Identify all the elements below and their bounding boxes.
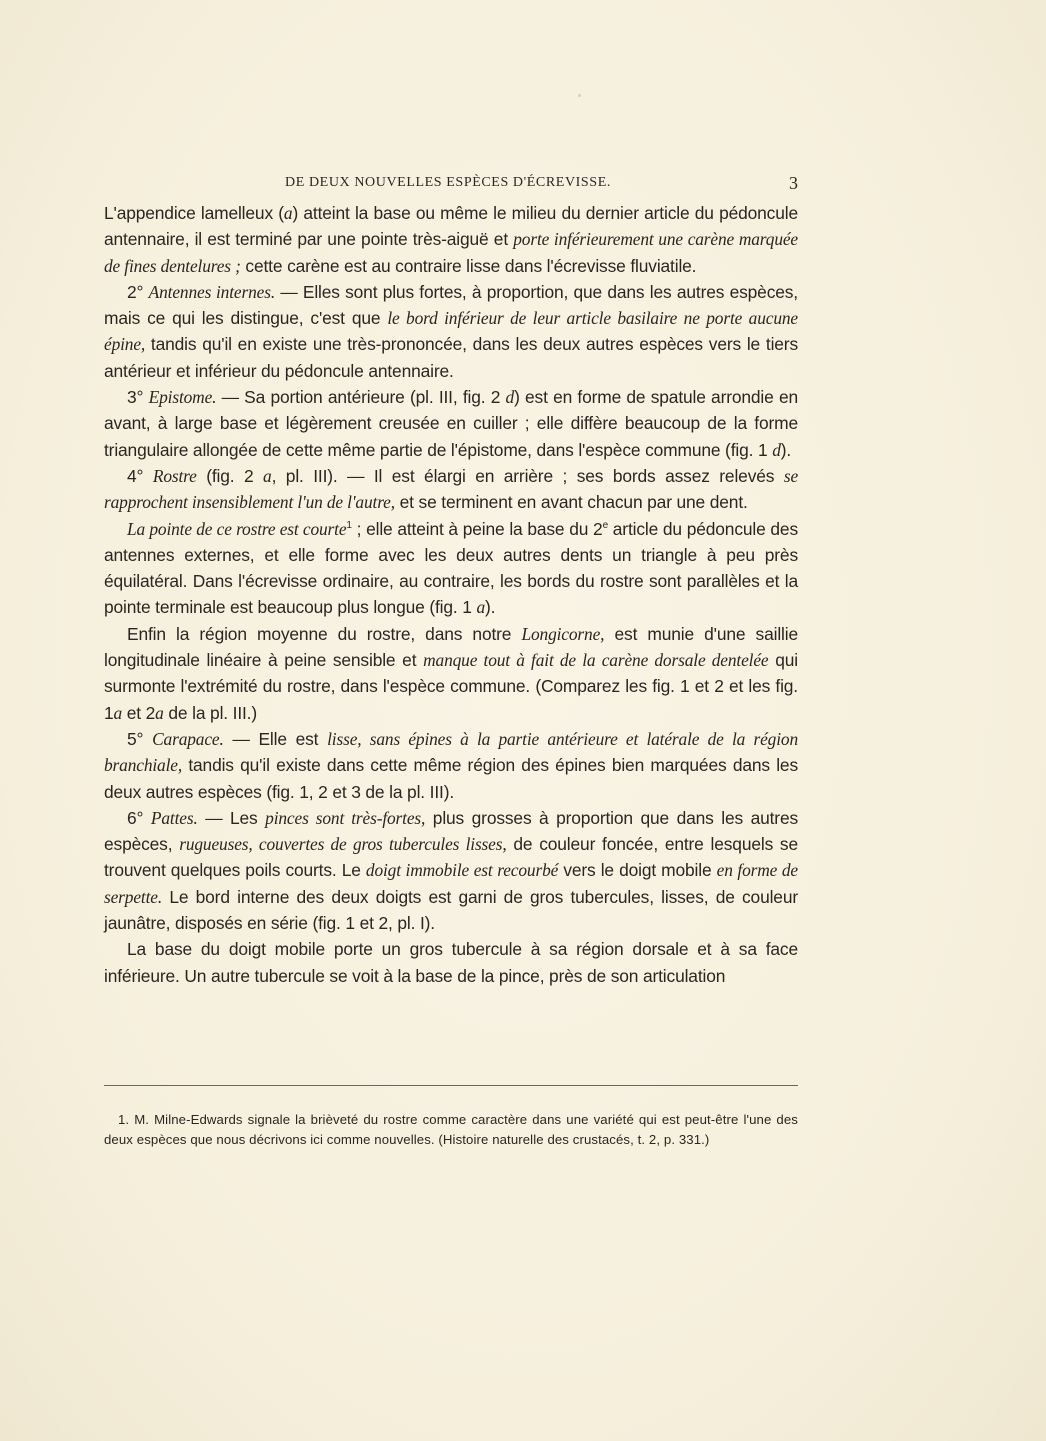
italic-text: a — [155, 702, 164, 723]
italic-text: Longicorne, — [521, 623, 605, 644]
text-run: plus grosses à proportion que dans les autres espèces, — [104, 807, 799, 855]
text-run: tandis qu'il en existe une très-prononcée, dans les deux autres espèces vers le tiers antérieur et inférieur du pédoncule antennaire. — [104, 334, 798, 381]
italic-text: se rapprochent insensiblement l'un de l'autre, — [104, 465, 799, 513]
page-number: 3 — [789, 173, 798, 193]
superscript: 1 — [346, 519, 352, 531]
running-header — [104, 175, 798, 197]
text-run: L'appendice lamelleux ( — [104, 203, 284, 223]
italic-text: rugueuses, couvertes de gros tubercules lisses, — [179, 834, 507, 855]
italic-text: doigt immobile est recourbé — [365, 860, 559, 881]
paragraph — [104, 516, 798, 621]
italic-text: d — [505, 387, 515, 408]
italic-text: Carapace. — [152, 728, 224, 749]
italic-text: Antennes internes. — [148, 281, 276, 302]
text-run: 3° — [127, 387, 149, 408]
italic-text: Rostre — [152, 465, 197, 486]
text-run: ) est en forme de spatule arrondie en avant, à large base et légèrement creusée en cuiller ; elle diffère beaucoup de la forme triangulaire allongée de cette même partie de l'épistome, dans l'espèce commune (fig. 1 — [104, 387, 798, 460]
text-run: — Sa portion antérieure (pl. III, fig. 2 — [216, 387, 506, 408]
running-title: DE DEUX NOUVELLES ESPÈCES D'ÉCREVISSE. — [285, 175, 611, 190]
paragraph — [104, 463, 798, 516]
superscript: e — [602, 519, 608, 531]
italic-text: lisse, sans épines à la partie antérieure et latérale de la région branchiale, — [104, 728, 799, 776]
text-run: ). — [485, 597, 496, 618]
paragraph — [104, 200, 798, 279]
italic-text: manque tout à fait de la carène dorsale dentelée — [423, 650, 769, 671]
text-run: (fig. 2 — [196, 465, 264, 486]
italic-text: d — [772, 439, 781, 460]
italic-text: Pattes. — [150, 807, 198, 828]
text-run: 4° — [127, 465, 153, 486]
text-run: article du pédoncule des antennes externes, et elle forme avec les deux autres dents un triangle à peu près équilatéral. Dans l'écrevisse ordinaire, au contraire, les bords du rostre sont parallèles et la pointe terminale est beaucoup plus longue (fig. 1 — [104, 518, 798, 618]
italic-text: a — [113, 702, 123, 723]
text-run: cette carène est au contraire lisse dans l'écrevisse fluviatile. — [240, 255, 697, 276]
text-run: et 2 — [122, 702, 156, 723]
text-run: La base du doigt mobile porte un gros tubercule à sa région dorsale et à sa face inférieure. Un autre tubercule se voit à la base de la pince, près de son articulation — [104, 939, 798, 986]
italic-text: La pointe de ce rostre est courte — [127, 518, 347, 539]
italic-text: pinces sont très-fortes, — [265, 807, 426, 828]
text-run: Enfin la région moyenne du rostre, dans notre — [127, 623, 522, 644]
text-run: est munie d'une saillie longitudinale linéaire à peine sensible et — [104, 623, 798, 671]
text-run: ) atteint la base ou même le milieu du dernier article du pédoncule antennaire, il est terminé par une pointe très-aiguë et — [104, 203, 798, 250]
text-run: — Elles sont plus fortes, à proportion, que dans les autres espèces, mais ce qui les distingue, c'est que — [104, 281, 798, 329]
paragraph — [104, 279, 798, 384]
italic-text: a — [283, 203, 293, 223]
footnote-rule — [104, 1085, 798, 1086]
footnote: 1. M. Milne-Edwards signale la brièveté du rostre comme caractère dans une variété qui est peut-être l'une des deux espèces que nous décrivons ici comme nouvelles. (Histoire naturelle des crustacés, t. 2, p. 331.) — [104, 1112, 798, 1147]
text-run: qui surmonte l'extrémité du rostre, dans l'espèce commune. (Comparez les fig. 1 et 2 et les fig. 1 — [104, 650, 798, 723]
text-run: Le bord interne des deux doigts est garni de gros tubercules, lisses, de couleur jaunâtre, disposés en série (fig. 1 et 2, pl. I). — [104, 886, 798, 934]
text-run: — Les — [197, 807, 266, 828]
text-run: vers le doigt mobile — [558, 860, 717, 881]
text-run: , pl. III). — Il est élargi en arrière ; ses bords assez relevés — [271, 465, 784, 486]
body-text — [104, 200, 798, 989]
italic-text: en forme de serpette. — [104, 860, 798, 907]
paper-speck — [578, 94, 581, 97]
text-run: ). — [780, 439, 792, 460]
text-run: et se terminent en avant chacun par une dent. — [394, 492, 748, 513]
text-run: de couleur foncée, entre lesquels se trouvent quelques poils courts. Le — [104, 834, 798, 881]
italic-text: a — [476, 597, 485, 618]
text-run: ; elle atteint à peine la base du 2 — [351, 518, 603, 539]
text-run: 6° — [127, 807, 151, 828]
italic-text: a — [263, 465, 272, 486]
italic-text: le bord inférieur de leur article basilaire ne porte aucune épine, — [104, 308, 798, 355]
italic-text: porte inférieurement une carène marquée de fines dentelures ; — [104, 229, 798, 276]
text-run: 5° — [127, 728, 153, 749]
paragraph — [104, 384, 798, 463]
text-run: de la pl. III.) — [163, 702, 258, 723]
text-run: 2° — [127, 281, 149, 302]
paragraph — [104, 805, 798, 936]
paragraph — [104, 726, 798, 805]
text-run: tandis qu'il existe dans cette même région des épines bien marquées dans les deux autres espèces (fig. 1, 2 et 3 de la pl. III). — [104, 755, 798, 802]
paragraph — [104, 621, 798, 726]
paragraph — [104, 936, 798, 989]
italic-text: Epistome. — [148, 387, 217, 408]
text-run: — Elle est — [223, 728, 328, 749]
